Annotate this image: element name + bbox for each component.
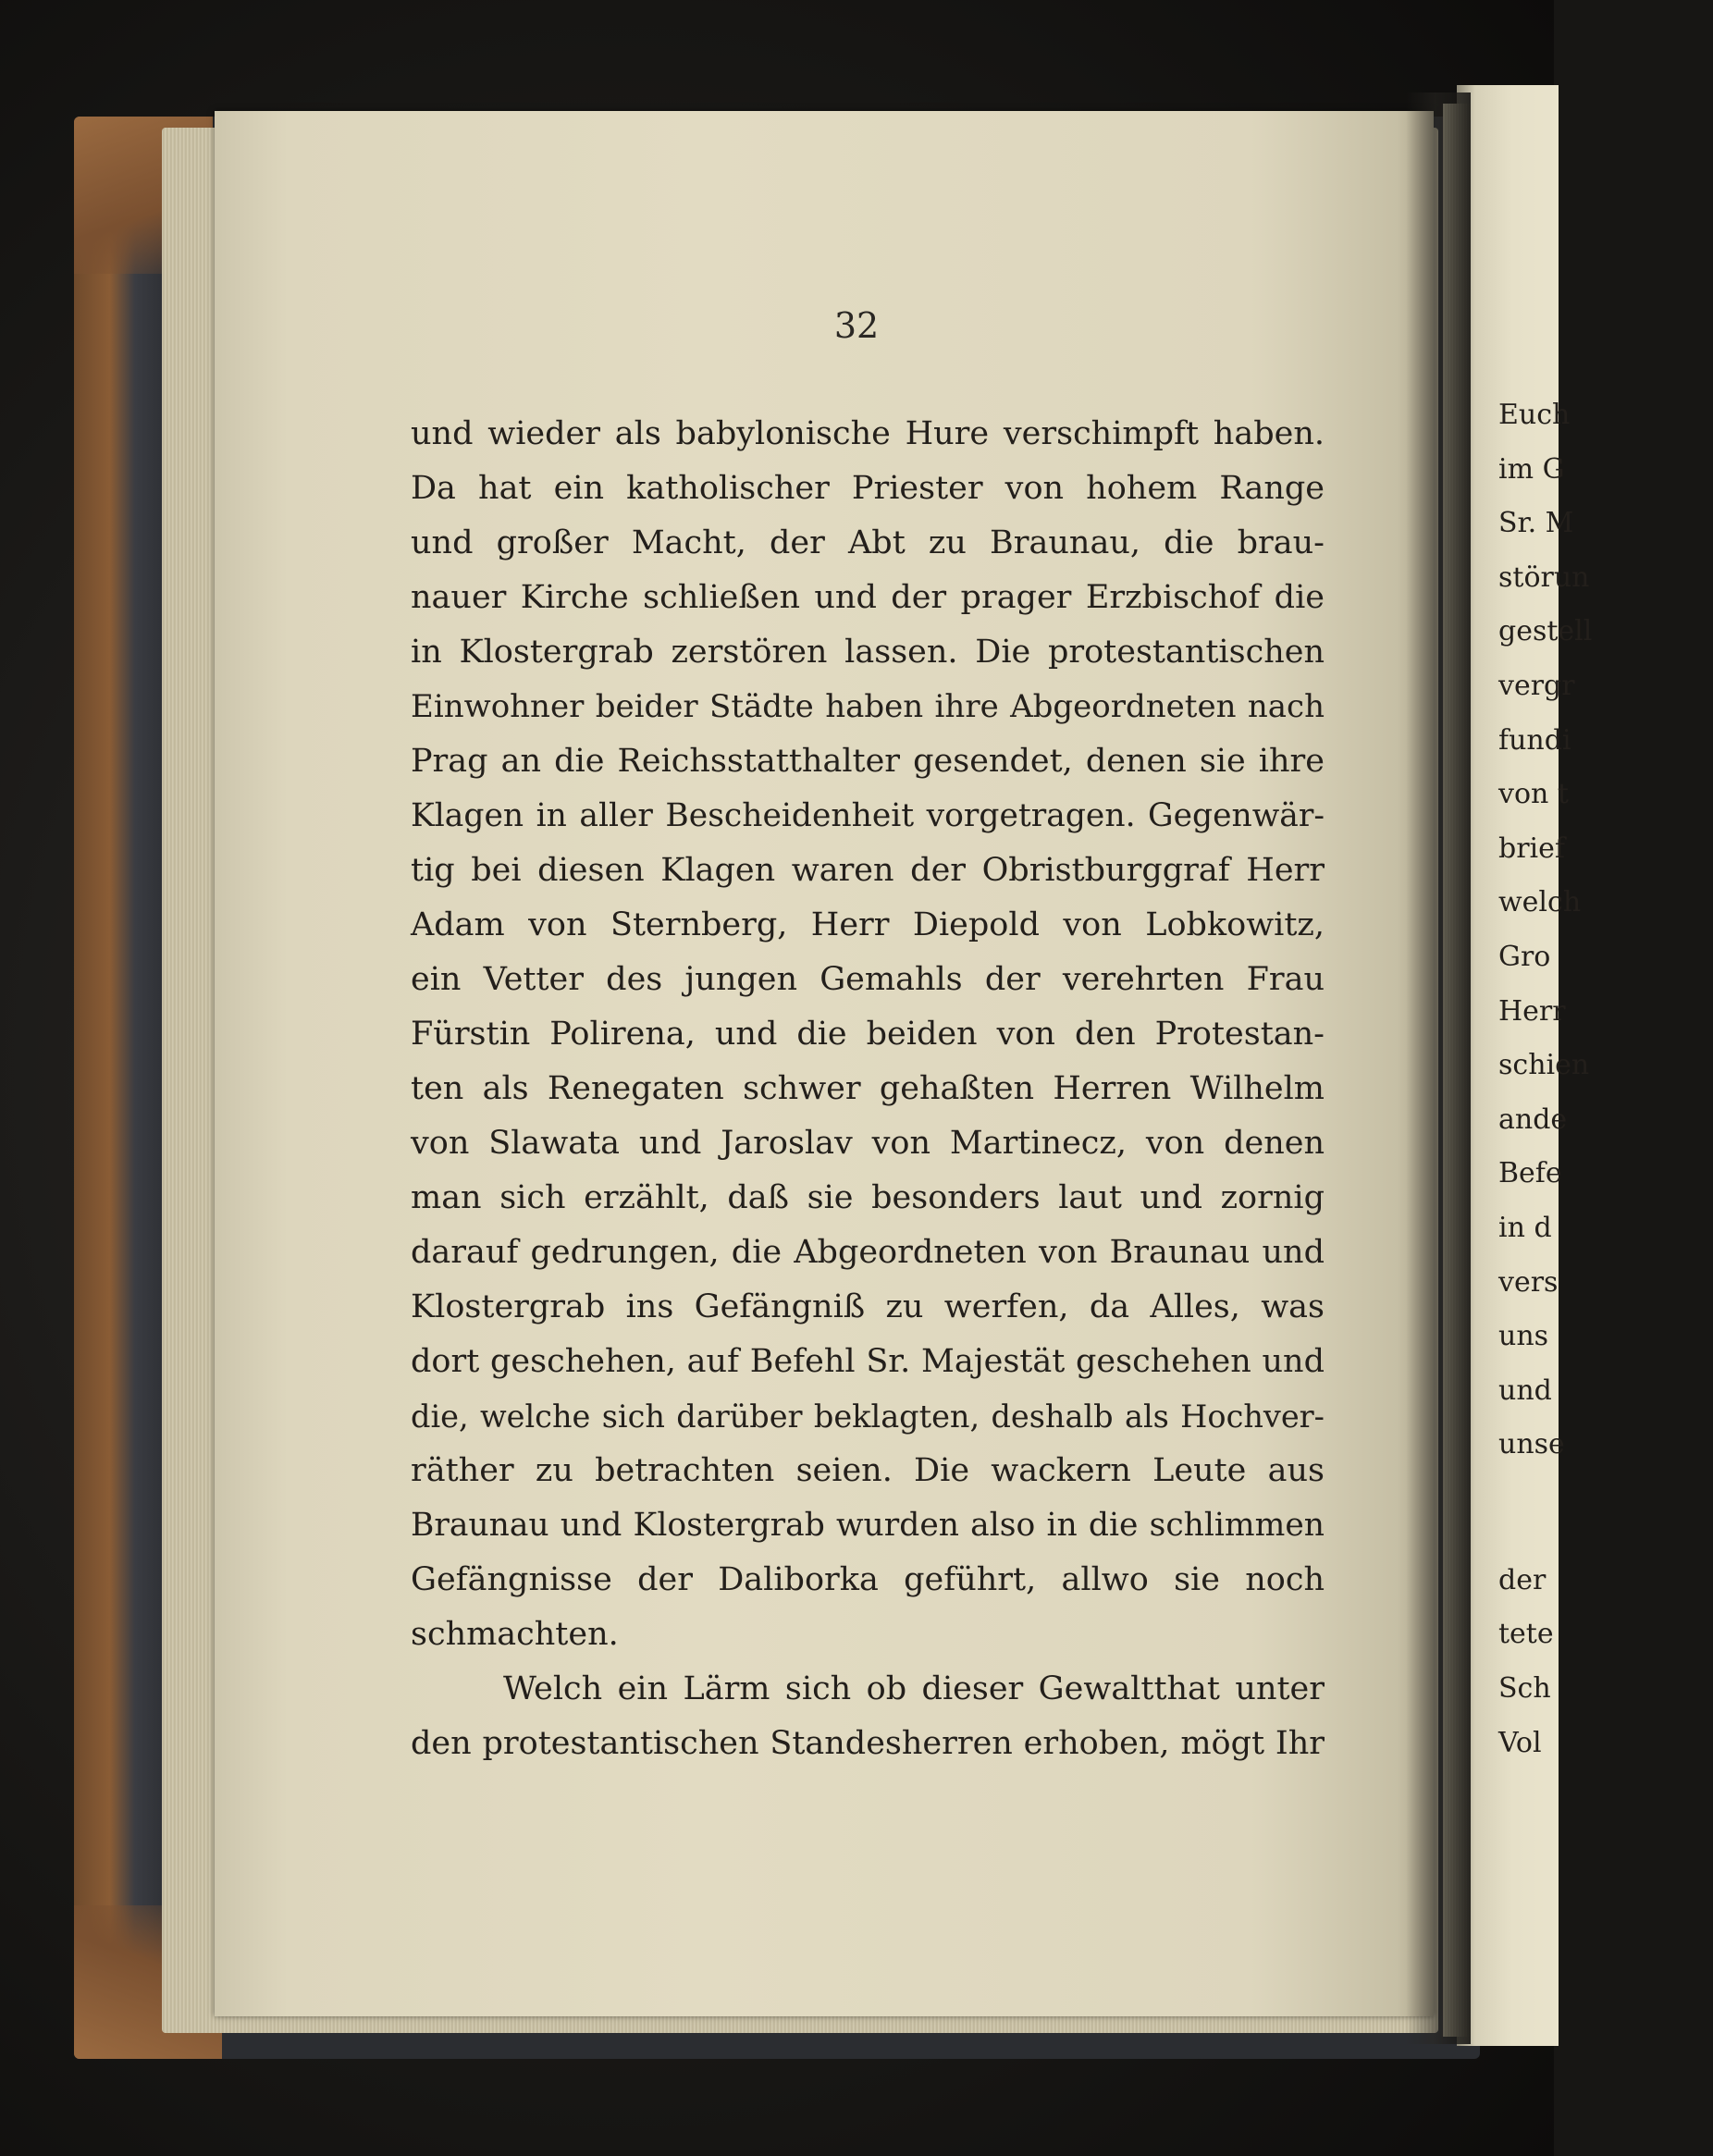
right-fragment: von t — [1498, 778, 1569, 811]
right-fragment: und — [1498, 1374, 1552, 1407]
text-line: räther zu betrachten seien. Die wackern Leute aus — [411, 1452, 1325, 1489]
text-line: Adam von Sternberg, Herr Diepold von Lobkowitz, — [411, 906, 1325, 943]
right-fragment: Sch — [1498, 1672, 1551, 1706]
text-line: und großer Macht, der Abt zu Braunau, die brau- — [411, 524, 1325, 561]
right-fragment: Euch — [1498, 399, 1571, 431]
text-line: die, welche sich darüber beklagten, deshalb als Hochver- — [411, 1398, 1325, 1435]
text-line: ein Vetter des jungen Gemahls der verehrten Frau — [411, 961, 1325, 998]
right-fragment: gestell — [1498, 615, 1593, 648]
text-line-paragraph-end: schmachten. — [411, 1616, 619, 1653]
text-line: tig bei diesen Klagen waren der Obristburggraf Herr — [411, 852, 1325, 889]
right-fragment: vers — [1498, 1265, 1559, 1299]
text-line-paragraph-start: Welch ein Lärm sich ob dieser Gewaltthat unter — [503, 1670, 1325, 1707]
text-line: Da hat ein katholischer Priester von hohem Range — [411, 470, 1325, 507]
right-fragment: im G — [1498, 452, 1565, 486]
right-fragment-gap — [1498, 1472, 1554, 1554]
text-line: ten als Renegaten schwer gehaßten Herren Wilhelm — [411, 1070, 1325, 1107]
right-fragment: vergr — [1498, 669, 1575, 702]
right-fragment: Herr — [1498, 994, 1566, 1028]
right-fragment: schien — [1498, 1049, 1590, 1082]
text-line: darauf gedrungen, die Abgeordneten von Braunau und — [411, 1234, 1325, 1271]
text-line: man sich erzählt, daß sie besonders laut und zornig — [411, 1179, 1325, 1216]
right-fragment: ande — [1498, 1103, 1568, 1136]
text-line: Klagen in aller Bescheidenheit vorgetragen. Gegenwär- — [411, 797, 1325, 834]
text-line: Prag an die Reichsstatthalter gesendet, denen sie ihre — [411, 743, 1325, 780]
text-line: Braunau und Klostergrab wurden also in die schlimmen — [411, 1507, 1325, 1544]
cover-edge — [74, 117, 176, 2059]
right-fragment: Befe — [1498, 1157, 1562, 1190]
text-line: Gefängnisse der Daliborka geführt, allwo sie noch — [411, 1561, 1325, 1598]
right-fragment: tete — [1498, 1618, 1554, 1651]
text-line: von Slawata und Jaroslav von Martinecz, von denen — [411, 1125, 1325, 1162]
text-line: Klostergrab ins Gefängniß zu werfen, da Alles, was — [411, 1288, 1325, 1325]
right-fragment: der — [1498, 1563, 1547, 1596]
text-line: den protestantischen Standesherren erhoben, mögt Ihr — [411, 1725, 1325, 1762]
text-line: Fürstin Polirena, und die beiden von den Protestan- — [411, 1016, 1325, 1053]
text-line: nauer Kirche schließen und der prager Erzbischof die — [411, 579, 1325, 616]
page-number: 32 — [833, 305, 880, 346]
text-line: und wieder als babylonische Hure verschimpft haben. — [411, 415, 1325, 452]
right-fragment: fundi — [1498, 723, 1571, 757]
body-text — [411, 407, 1325, 1771]
right-fragment: in d — [1498, 1211, 1552, 1244]
right-fragment: uns — [1498, 1320, 1549, 1353]
gutter-shadow — [1406, 92, 1471, 2044]
right-fragment: welch — [1498, 886, 1582, 919]
right-fragment: Vol — [1498, 1726, 1542, 1759]
right-fragment: Gro — [1498, 940, 1551, 973]
text-line: dort geschehen, auf Befehl Sr. Majestät geschehen und — [411, 1343, 1325, 1380]
text-line: in Klostergrab zerstören lassen. Die protestantischen — [411, 634, 1325, 671]
right-fragment: unse — [1498, 1428, 1565, 1461]
right-fragment: Sr. M — [1498, 507, 1574, 540]
right-fragment: störun — [1498, 561, 1590, 594]
right-fragment: brief — [1498, 832, 1565, 865]
text-line: Einwohner beider Städte haben ihre Abgeordneten nach — [411, 688, 1325, 725]
right-page-text-fragments — [1498, 388, 1593, 1770]
